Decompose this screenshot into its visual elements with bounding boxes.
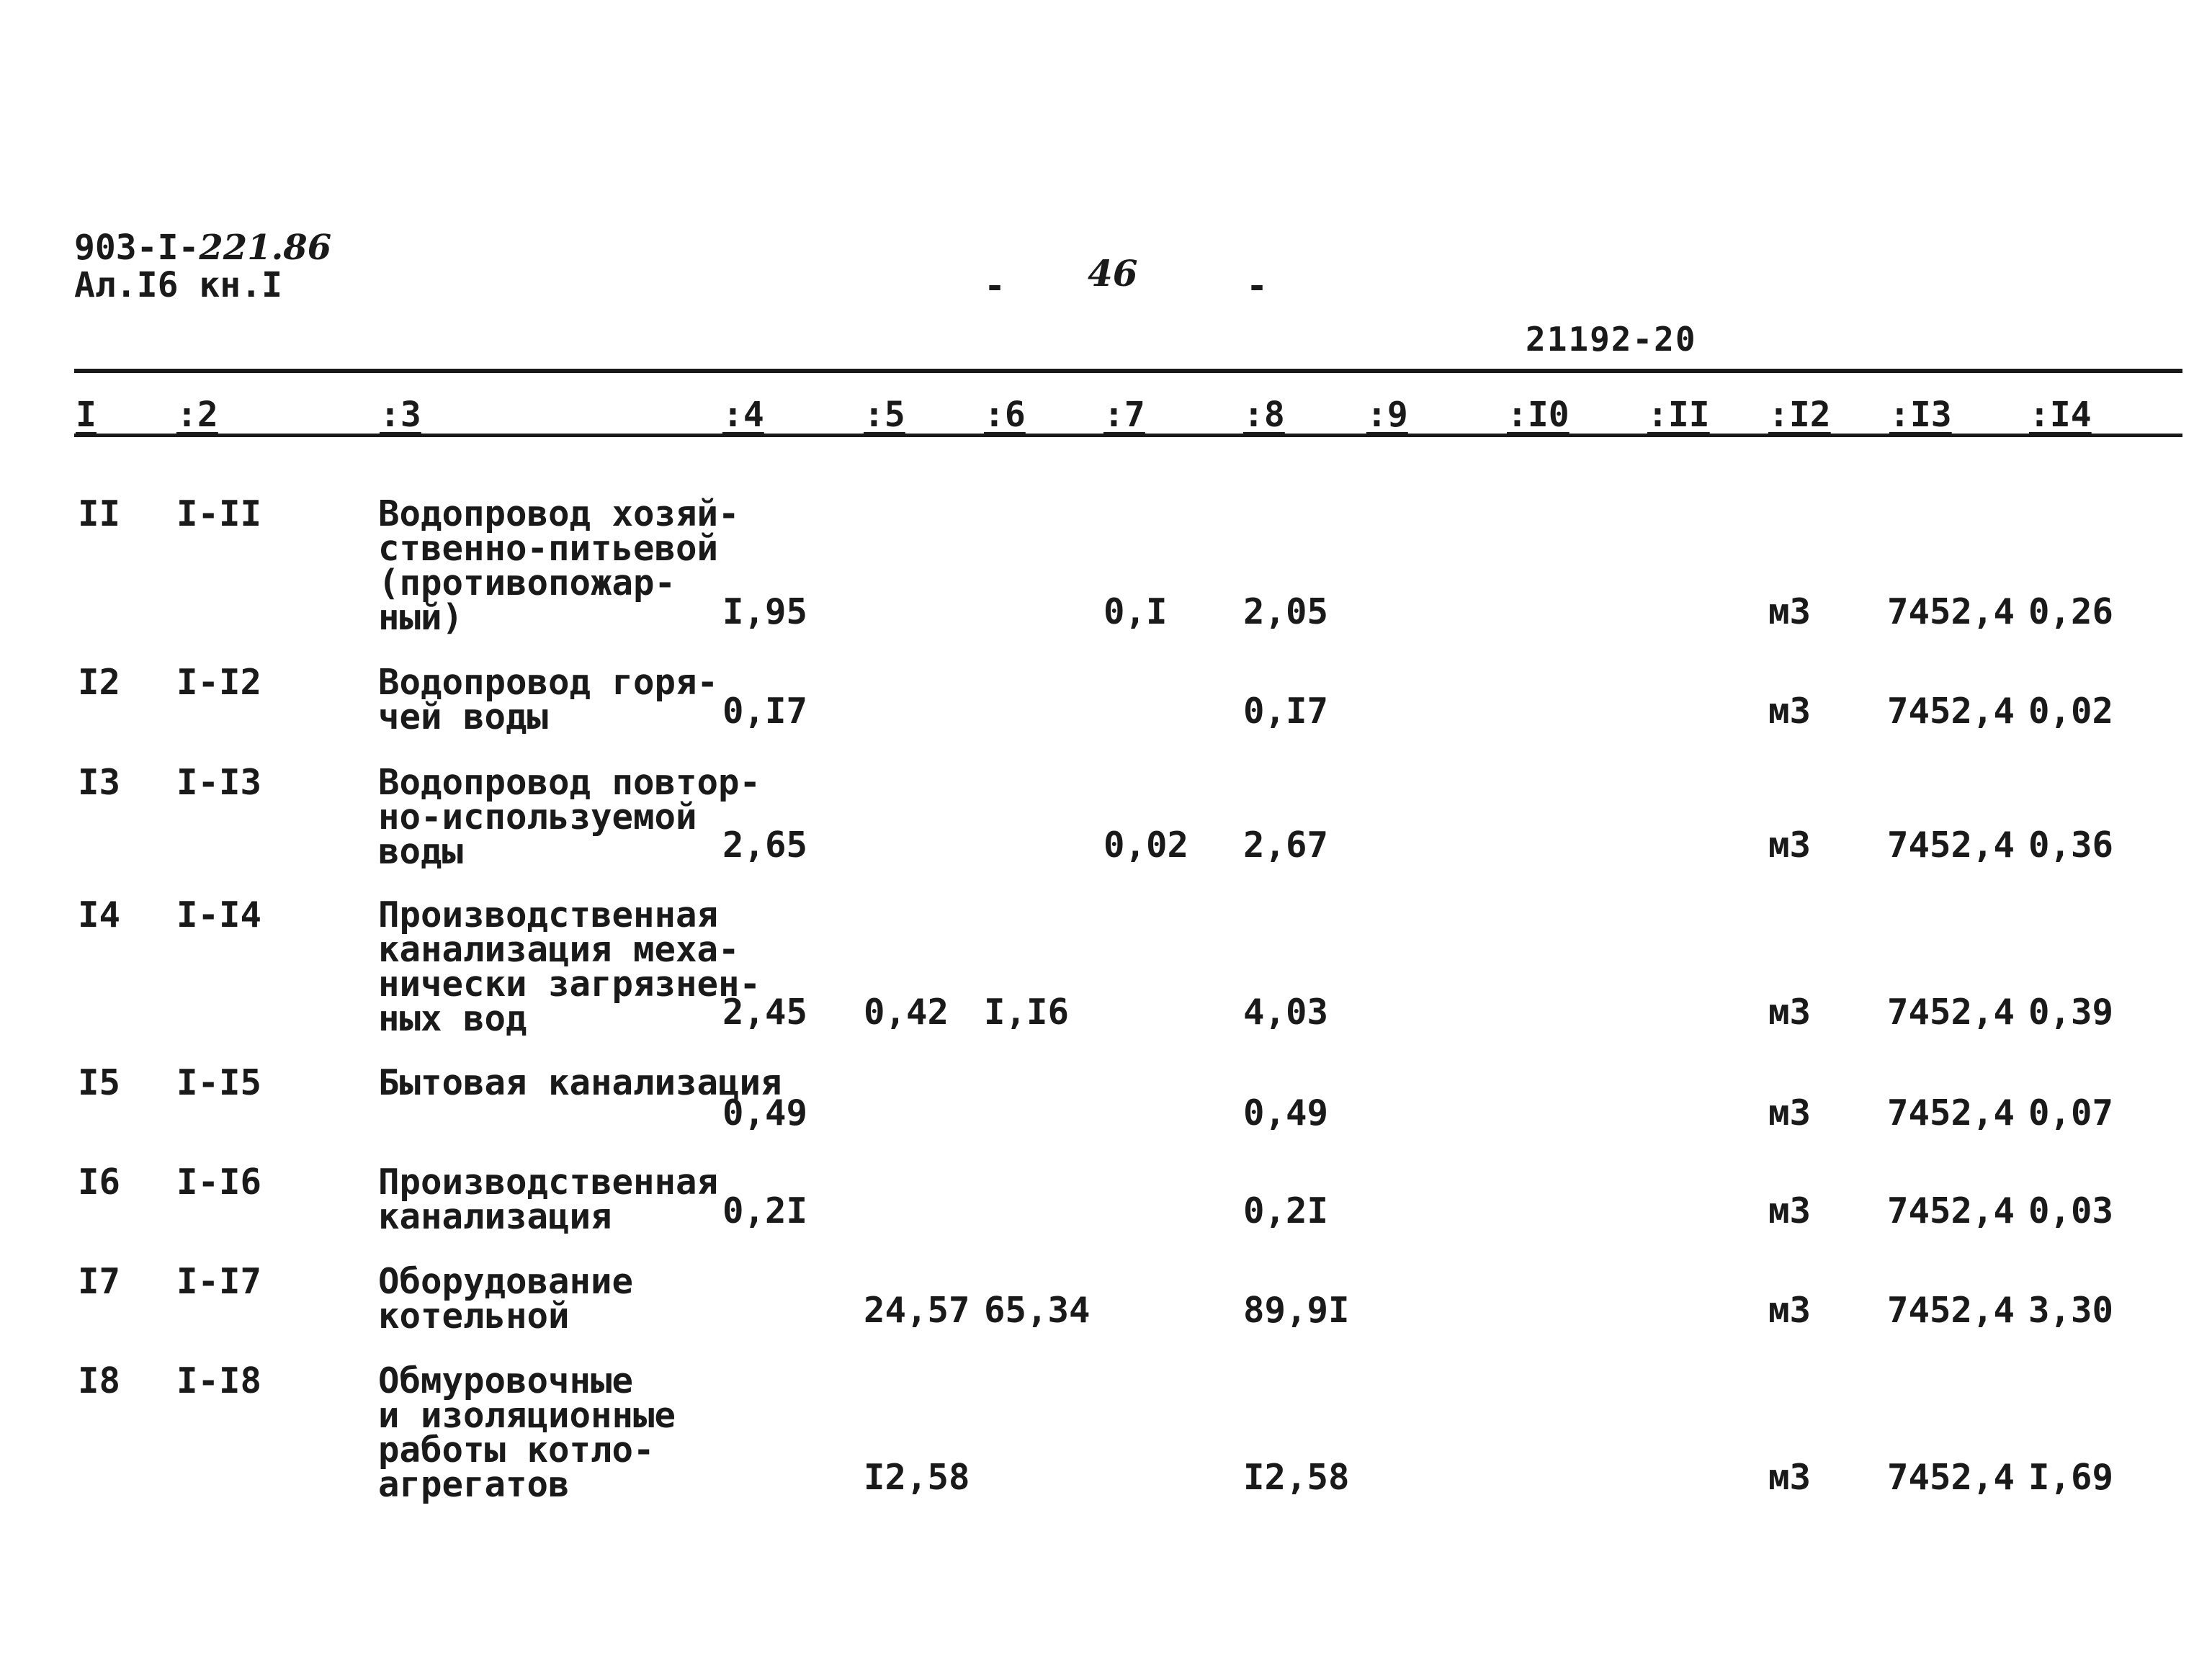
- row-description: Водопровод повтор- но-используемой воды: [378, 762, 761, 872]
- cell-col4: 2,65: [722, 825, 808, 866]
- album-line: Ал.I6 кн.I: [74, 265, 282, 305]
- cell-col14: 0,02: [2028, 691, 2114, 732]
- cell-col13: 7452,4: [1887, 591, 2015, 632]
- row-description: Водопровод горя- чей воды: [378, 662, 719, 737]
- row-description: Производственная канализация: [378, 1162, 719, 1237]
- registration-number: 21192-20: [1526, 320, 1697, 359]
- cell-col5: I2,58: [864, 1457, 970, 1498]
- column-header-8: :8: [1243, 395, 1285, 435]
- cell-col14: 0,36: [2028, 825, 2114, 866]
- column-header-2: :2: [176, 395, 218, 435]
- cell-unit: м3: [1768, 1092, 1812, 1133]
- row-code: I-I2: [176, 662, 262, 703]
- cell-col14: 0,39: [2028, 992, 2114, 1033]
- column-header-11: :II: [1647, 395, 1710, 435]
- column-header-4: :4: [722, 395, 764, 435]
- row-code: I-I4: [176, 894, 262, 935]
- cell-col4: 0,49: [722, 1092, 808, 1133]
- cell-col8: 0,49: [1243, 1092, 1329, 1133]
- column-header-14: :I4: [2029, 395, 2092, 435]
- cell-col8: 2,05: [1243, 591, 1329, 632]
- cell-col13: 7452,4: [1887, 992, 2015, 1033]
- column-header-10: :I0: [1507, 395, 1570, 435]
- column-header-7: :7: [1103, 395, 1145, 435]
- page-dash-right: -: [1246, 265, 1268, 307]
- column-header-3: :3: [380, 395, 421, 435]
- row-code: I-I3: [176, 762, 262, 803]
- cell-col13: 7452,4: [1887, 825, 2015, 866]
- cell-col8: 4,03: [1243, 992, 1329, 1033]
- row-number: I2: [78, 662, 121, 703]
- cell-col8: 0,2I: [1243, 1190, 1329, 1231]
- cell-col8: 89,9I: [1243, 1290, 1350, 1331]
- row-code: I-I6: [176, 1162, 262, 1203]
- document-code-prefix: 903-I-: [74, 228, 200, 268]
- cell-unit: м3: [1768, 992, 1812, 1033]
- row-description: Бытовая канализация: [378, 1062, 782, 1103]
- cell-unit: м3: [1768, 591, 1812, 632]
- row-number: I3: [78, 762, 121, 803]
- cell-unit: м3: [1768, 1290, 1812, 1331]
- cell-col14: I,69: [2028, 1457, 2114, 1498]
- row-number: I7: [78, 1261, 121, 1302]
- cell-col13: 7452,4: [1887, 1457, 2015, 1498]
- cell-col7: 0,02: [1103, 825, 1189, 866]
- cell-col13: 7452,4: [1887, 1092, 2015, 1133]
- cell-col13: 7452,4: [1887, 1190, 2015, 1231]
- row-description: Обмуровочные и изоляционные работы котло- агрегатов: [378, 1360, 676, 1505]
- row-code: I-I7: [176, 1261, 262, 1302]
- cell-col14: 0,07: [2028, 1092, 2114, 1133]
- cell-col5: 24,57: [864, 1290, 970, 1331]
- cell-col4: 0,2I: [722, 1190, 808, 1231]
- row-description: Производственная канализация меха- нически загрязнен- ных вод: [378, 894, 761, 1039]
- row-description: Оборудование котельной: [378, 1261, 634, 1337]
- cell-unit: м3: [1768, 1190, 1812, 1231]
- cell-col6: I,I6: [984, 992, 1070, 1033]
- cell-col8: 2,67: [1243, 825, 1329, 866]
- cell-col4: I,95: [722, 591, 808, 632]
- row-code: I-I5: [176, 1062, 262, 1103]
- cell-col13: 7452,4: [1887, 1290, 2015, 1331]
- document-code: [74, 229, 331, 266]
- cell-col4: 0,I7: [722, 691, 808, 732]
- page-number: 46: [1088, 252, 1138, 295]
- cell-col8: I2,58: [1243, 1457, 1350, 1498]
- cell-col14: 0,03: [2028, 1190, 2114, 1231]
- cell-col7: 0,I: [1103, 591, 1168, 632]
- row-code: I-II: [176, 493, 262, 534]
- row-number: II: [78, 493, 121, 534]
- cell-col8: 0,I7: [1243, 691, 1329, 732]
- cell-unit: м3: [1768, 1457, 1812, 1498]
- cell-col14: 0,26: [2028, 591, 2114, 632]
- table-top-rule: [74, 369, 2182, 373]
- column-header-5: :5: [864, 395, 905, 435]
- column-header-13: :I3: [1889, 395, 1952, 435]
- row-number: I6: [78, 1162, 121, 1203]
- column-header-1: I: [76, 395, 97, 435]
- cell-col14: 3,30: [2028, 1290, 2114, 1331]
- cell-unit: м3: [1768, 825, 1812, 866]
- cell-col4: 2,45: [722, 992, 808, 1033]
- cell-col13: 7452,4: [1887, 691, 2015, 732]
- row-code: I-I8: [176, 1360, 262, 1401]
- column-header-9: :9: [1366, 395, 1408, 435]
- cell-unit: м3: [1768, 691, 1812, 732]
- row-number: I8: [78, 1360, 121, 1401]
- cell-col5: 0,42: [864, 992, 949, 1033]
- document-code-handwritten: 221.86: [199, 228, 332, 268]
- column-header-12: :I2: [1768, 395, 1831, 435]
- cell-col6: 65,34: [984, 1290, 1091, 1331]
- row-number: I5: [78, 1062, 121, 1103]
- row-description: Водопровод хозяй- ственно-питьевой (противопожар- ный): [378, 493, 740, 638]
- column-header-6: :6: [984, 395, 1026, 435]
- page-dash-left: -: [984, 265, 1006, 307]
- row-number: I4: [78, 894, 121, 935]
